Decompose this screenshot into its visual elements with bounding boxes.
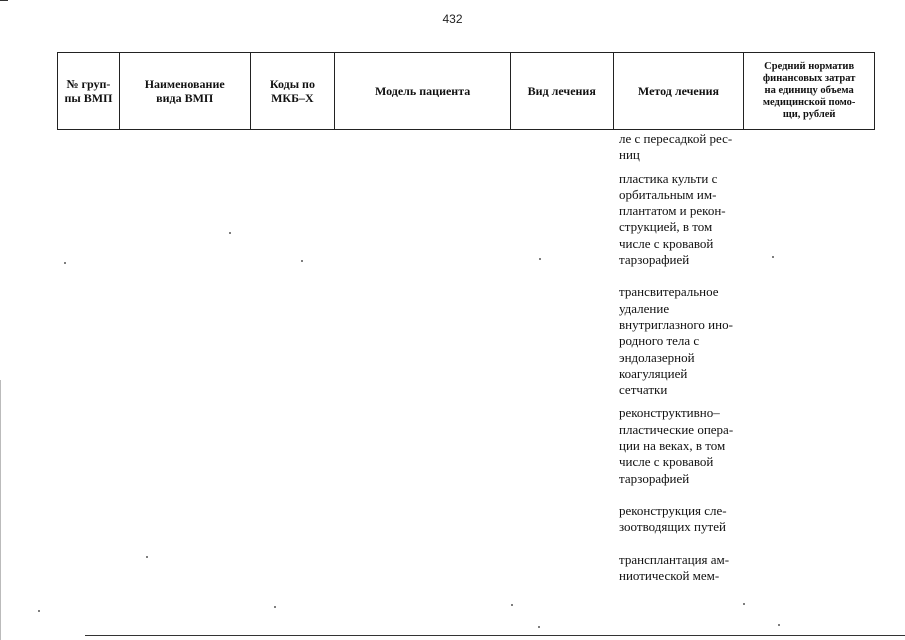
bottom-rule <box>85 635 905 636</box>
header-treatment-method <box>614 53 745 129</box>
header-treatment-type-text: Вид лечения <box>527 84 596 98</box>
scan-speck <box>38 610 40 612</box>
header-average-cost-standard-text: Средний норматив финансовых затрат на единицу объема медицинской помо- щи, рублей <box>762 61 856 120</box>
method-item: реконструктивно– пластические опера- ции на веках, в том числе с кровавой тарзорафией <box>619 405 734 486</box>
scan-speck <box>539 258 541 260</box>
scan-speck <box>743 603 745 605</box>
header-vmp-type-name-text: Наименование вида ВМП <box>144 77 225 105</box>
header-treatment-type <box>511 53 614 129</box>
scan-speck <box>274 606 276 608</box>
scan-left-edge <box>0 380 1 640</box>
scan-speck <box>146 556 148 558</box>
method-item: ле с пересадкой рес- ниц <box>619 131 733 163</box>
scan-speck <box>229 232 231 234</box>
header-vmp-type-name <box>120 53 251 129</box>
header-group-number-text: № груп- пы ВМП <box>64 77 113 105</box>
scan-speck <box>64 262 66 264</box>
method-item: пластика культи с орбитальным им- плантатом и рекон- струкцией, в том числе с кровавой тарзорафией <box>619 170 726 268</box>
header-icd-codes <box>251 53 336 129</box>
scan-speck <box>301 260 303 262</box>
header-patient-model <box>335 53 511 129</box>
method-item: реконструкция сле- зоотводящих путей <box>619 502 727 535</box>
header-treatment-method-text: Метод лечения <box>637 84 720 98</box>
method-item: трансвитеральное удаление внутриглазного ино- родного тела с эндолазерной коагуляцией сетчатки <box>619 284 733 398</box>
method-item: трансплантация ам- ниотической мем- <box>619 551 730 583</box>
header-icd-codes-text: Коды по МКБ–Х <box>269 77 315 105</box>
treatment-method-column <box>619 131 747 600</box>
page-number: 432 <box>442 12 463 26</box>
header-group-number <box>58 53 120 129</box>
table-header-row <box>57 52 875 130</box>
header-patient-model-text: Модель пациента <box>374 84 471 98</box>
header-average-cost-standard <box>744 53 874 129</box>
scan-speck <box>538 626 540 628</box>
scan-speck <box>772 256 774 258</box>
scan-speck <box>511 604 513 606</box>
scan-speck <box>778 624 780 626</box>
corner-scan-mark <box>0 0 8 1</box>
